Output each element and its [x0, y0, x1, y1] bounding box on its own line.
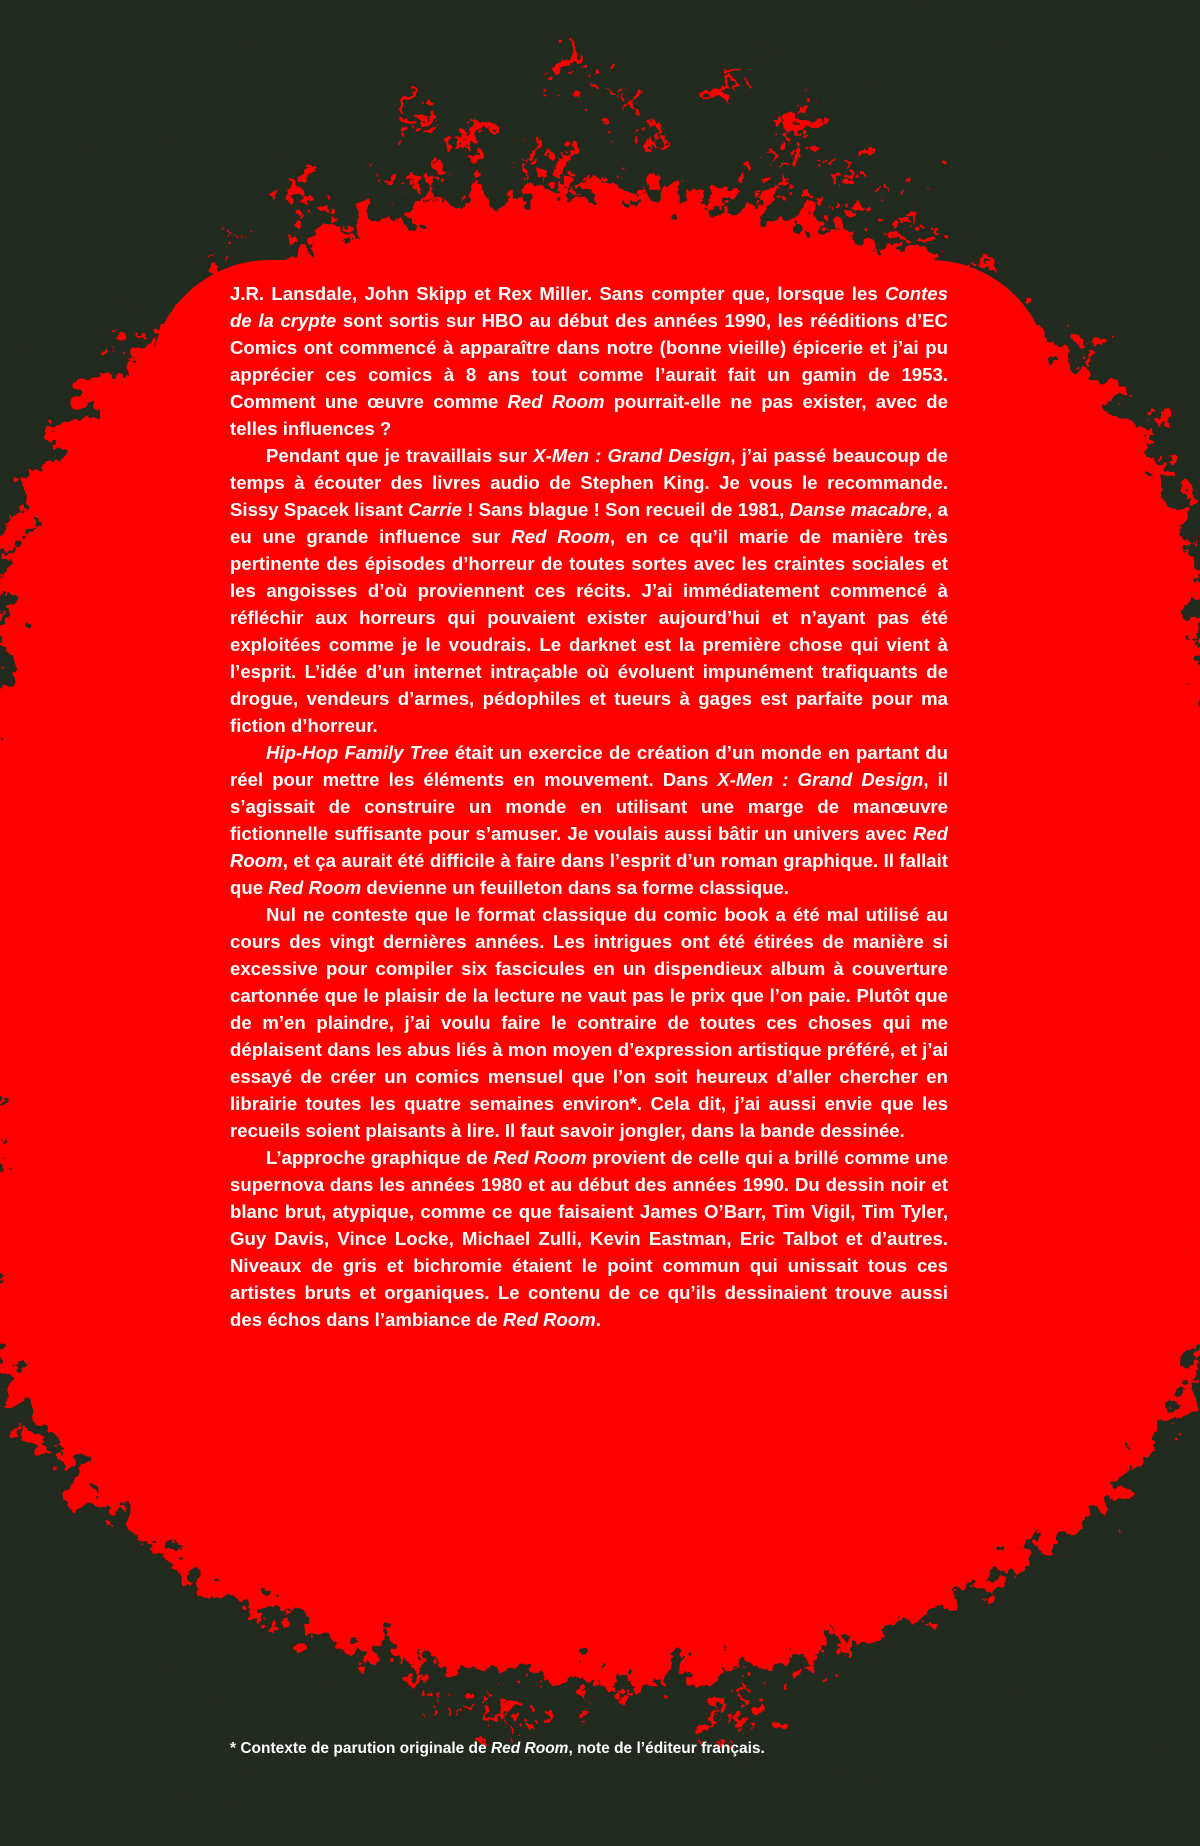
- body-text: [230, 280, 948, 1333]
- footnote: * Contexte de parution originale de Red Room, note de l’éditeur français.: [230, 1740, 765, 1757]
- paragraph: Nul ne conteste que le format classique du comic book a été mal utilisé au cours des vingt dernières années. Les intrigues ont été étirées de manière si excessive pour compiler six fascicules en un dispendieux album à couverture cartonnée que le plaisir de la lecture ne vaut pas le prix que l’on paie. Plutôt que de m’en plaindre, j’ai voulu faire le contraire de toutes ces choses qui me déplaisent dans les abus liés à mon moyen d’expression artistique préféré, et j’ai essayé de créer un comics mensuel que l’on soit heureux d’aller chercher en librairie toutes les quatre semaines environ*. Cela dit, j’ai aussi envie que les recueils soient plaisants à lire. Il faut savoir jongler, dans la bande dessinée.: [230, 904, 948, 1141]
- paragraph: J.R. Lansdale, John Skipp et Rex Miller. Sans compter que, lorsque les Contes de la crypte sont sortis sur HBO au début des années 1990, les rééditions d’EC Comics ont commencé à apparaître dans notre (bonne vieille) épicerie et j’ai pu apprécier ces comics à 8 ans tout comme l’aurait fait un gamin de 1953. Comment une œuvre comme Red Room pourrait-elle ne pas exister, avec de telles influences ?: [230, 283, 948, 439]
- paragraph: L’approche graphique de Red Room provient de celle qui a brillé comme une supernova dans les années 1980 et au début des années 1990. Du dessin noir et blanc brut, atypique, comme ce que faisaient James O’Barr, Tim Vigil, Tim Tyler, Guy Davis, Vince Locke, Michael Zulli, Kevin Eastman, Eric Talbot et d’autres. Niveaux de gris et bichromie étaient le point commun qui unissait tous ces artistes bruts et organiques. Le contenu de ce qu’ils dessinaient trouve aussi des échos dans l’ambiance de Red Room.: [230, 1147, 948, 1330]
- paragraph: Pendant que je travaillais sur X-Men : Grand Design, j’ai passé beaucoup de temps à écouter des livres audio de Stephen King. Je vous le recommande. Sissy Spacek lisant Carrie ! Sans blague ! Son recueil de 1981, Danse macabre, a eu une grande influence sur Red Room, en ce qu’il marie de manière très pertinente des épisodes d’horreur de toutes sortes avec les craintes sociales et les angoisses d’où proviennent ces récits. J’ai immédiatement commencé à réfléchir aux horreurs qui pouvaient exister aujourd’hui et n’ayant pas été exploitées comme je le voudrais. Le darknet est la première chose qui vient à l’esprit. L’idée d’un internet intraçable où évoluent impunément trafiquants de drogue, vendeurs d’armes, pédophiles et tueurs à gages est parfaite pour ma fiction d’horreur.: [230, 445, 949, 736]
- paragraph: Hip-Hop Family Tree était un exercice de création d’un monde en partant du réel pour mettre les éléments en mouvement. Dans X-Men : Grand Design, il s’agissait de construire un monde en utilisant une marge de manœuvre fictionnelle suffisante pour s’amuser. Je voulais aussi bâtir un univers avec Red Room, et ça aurait été difficile à faire dans l’esprit d’un roman graphique. Il fallait que Red Room devienne un feuilleton dans sa forme classique.: [230, 742, 949, 898]
